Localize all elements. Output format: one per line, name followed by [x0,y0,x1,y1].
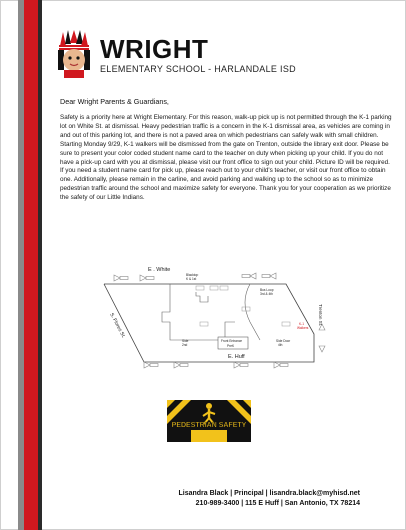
street-flores-label: S. Flores St. [108,312,127,340]
walkers-sublabel: Walkers [297,326,309,330]
front-entrance-sublabel: PreK [227,344,235,348]
footer-address-line: 210-989-3400 | 115 E Huff | San Antonio, TX 78214 [195,500,360,507]
campus-dismissal-map [100,262,330,372]
school-building [162,284,235,340]
side-2nd-sublabel: 2nd [182,343,188,347]
walking-person-icon [206,403,212,409]
school-name: WRIGHT [100,34,209,64]
campus-outline [104,284,314,362]
street-huff-label: E. Huff [228,354,245,360]
street-trenton-label: Trenton St. [318,304,323,327]
letter-greeting: Dear Wright Parents & Guardians, [60,97,169,106]
letter-body: Safety is a priority here at Wright Elementary. For this reason, walk-up pick up is not permitted through the K-1 parking lot on White St. at dismissal. Heavy pedestrian traffic is a concern in the K-1 dismissal area, as vehicles are coming in and out of this parking lot, and there is not a paved area on which pedestrians can safely walk with small children. Starting Monday 9/29, K-1 walkers will be dismissed from the gate on Trenton, outside the library exit door. Please be sure to present your color coded student name card to the teacher on duty when picking up your child. If you do not have a pick-up card with you at dismissal, please visit our front office to sign out your child. Picture ID will be required. If you need a student name card for pick up, please reach out to your child's teacher, or visit our front office to obtain one. Additionally, please remain in the carline, and avoid parking and walking up to the school so as to minimize pedestrian traffic around the school and maximize safety for everyone. Thank you for your cooperation as we prioritize the safety of our Little Indians. [60,114,392,202]
pedestrian-safety-sign [167,400,251,442]
bus-loop-label: Bus Loop [260,288,274,292]
bus-loop-sublabel: 3rd & 4th [260,292,273,296]
street-white-label: E . White [148,267,171,273]
side-door-label: Side Door [276,339,291,343]
walkers-label: K-1 [299,322,304,326]
front-entrance-label: Front Entrance [221,339,243,343]
side-2nd-label: Side [182,339,189,343]
school-mascot-logo [54,30,96,78]
side-door-sublabel: 4th [278,343,283,347]
sidebar-stripe-black [38,0,42,530]
sidebar-stripe-red [24,0,38,530]
school-subtitle: ELEMENTARY SCHOOL - HARLANDALE ISD [100,64,296,74]
sign-text: PEDESTRIAN SAFETY [171,422,247,429]
blacktop-label: Blacktop [186,273,199,277]
footer-contact-line: Lisandra Black | Principal | lisandra.black@myhisd.net [178,490,360,497]
bus-loop-drive [245,284,260,340]
blacktop-sublabel: K & 1st [186,277,197,281]
traffic-arrows [114,273,325,368]
